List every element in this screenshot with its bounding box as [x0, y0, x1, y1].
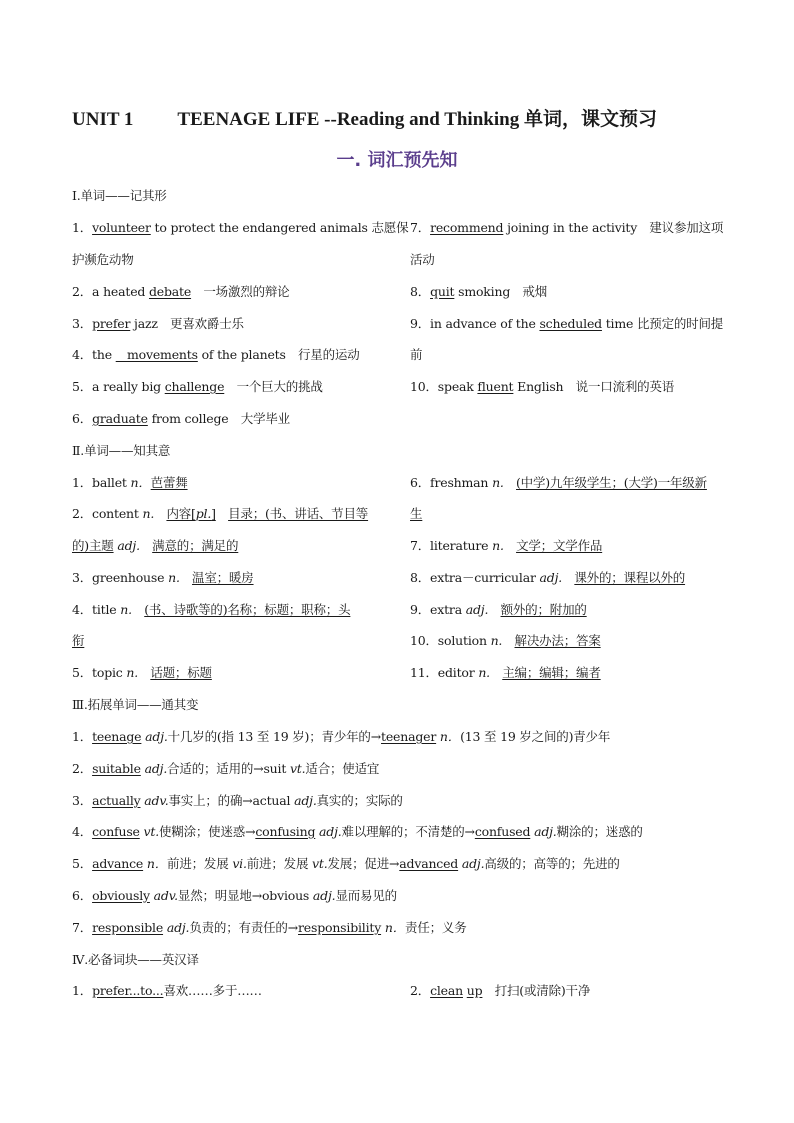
list-item-continuation: 衔	[72, 633, 85, 648]
list-item-continuation: 活动	[410, 252, 435, 267]
unit-topic: TEENAGE LIFE --Reading and Thinking 单词，课文预习	[177, 109, 657, 130]
section-heading-3: Ⅲ.拓展单词——通其变	[72, 697, 199, 712]
list-item: 11．editor n. 主编；编辑；编者	[410, 665, 601, 680]
list-item: 9．extra adj. 额外的；附加的	[410, 602, 587, 617]
list-item: 9．in advance of the scheduled time 比预定的时间提	[410, 316, 724, 331]
list-item-continuation: 前	[410, 347, 423, 362]
list-item: 3．actually adv.事实上；的确→actual adj.真实的；实际的	[72, 793, 403, 808]
list-item: 7．literature n. 文学；文学作品	[410, 538, 603, 553]
list-item: 8．extra－curricular adj. 课外的；课程以外的	[410, 570, 686, 585]
list-item: 1．teenage adj.十几岁的(指 13 至 19 岁)；青少年的→teenager n．(13 至 19 岁之间的)青少年	[72, 729, 611, 744]
list-item: 6．obviously adv.显然；明显地→obvious adj.显而易见的	[72, 888, 397, 903]
list-item: 1．prefer...to...喜欢……多于……	[72, 983, 262, 998]
list-item-continuation: 的)主题 adj. 满意的；满足的	[72, 538, 239, 553]
list-item: 2．suitable adj.合适的；适用的→suit vt.适合；使适宜	[72, 761, 380, 776]
list-item: 5．topic n. 话题；标题	[72, 665, 212, 680]
list-item: 1．ballet n．芭蕾舞	[72, 475, 188, 490]
list-item: 1．volunteer to protect the endangered animals 志愿保	[72, 220, 409, 235]
section-subtitle: 一. 词汇预先知	[336, 150, 458, 171]
list-item: 3．prefer jazz 更喜欢爵士乐	[72, 316, 244, 331]
list-item: 5．a really big challenge 一个巨大的挑战	[72, 379, 323, 394]
list-item: 2．a heated debate 一场激烈的辩论	[72, 284, 290, 299]
list-item: 7．recommend joining in the activity 建议参加这项	[410, 220, 724, 235]
section-heading-1: Ⅰ.单词——记其形	[72, 188, 167, 203]
list-item: 2．content n. 内容[pl.] 目录；(书、讲话、节目等	[72, 506, 369, 521]
list-item: 4．the movements of the planets 行星的运动	[72, 347, 360, 362]
section-heading-4: Ⅳ.必备词块——英汉译	[72, 952, 199, 967]
list-item: 6．graduate from college 大学毕业	[72, 411, 290, 426]
list-item-continuation: 护濒危动物	[72, 252, 134, 267]
list-item-continuation: 生	[410, 506, 423, 521]
list-item: 7．responsible adj.负责的；有责任的→responsibility n．责任；义务	[72, 920, 467, 935]
page-title	[72, 104, 732, 131]
section-heading-2: Ⅱ.单词——知其意	[72, 443, 171, 458]
list-item: 4．title n. (书、诗歌等的)名称；标题；职称；头	[72, 602, 351, 617]
list-item: 2．clean up 打扫(或清除)干净	[410, 983, 591, 998]
list-item: 5．advance n．前进；发展 vi.前进；发展 vt.发展；促进→advanced adj.高级的；高等的；先进的	[72, 856, 620, 871]
list-item: 4．confuse vt.使糊涂；使迷惑→confusing adj.难以理解的；不清楚的→confused adj.糊涂的；迷惑的	[72, 824, 643, 839]
unit-label: UNIT 1	[72, 109, 134, 130]
list-item: 8．quit smoking 戒烟	[410, 284, 548, 299]
list-item: 10．solution n. 解决办法；答案	[410, 633, 601, 648]
list-item: 6．freshman n. (中学)九年级学生；(大学)一年级新	[410, 475, 707, 490]
list-item: 10．speak fluent English 说一口流利的英语	[410, 379, 675, 394]
list-item: 3．greenhouse n. 温室；暖房	[72, 570, 254, 585]
